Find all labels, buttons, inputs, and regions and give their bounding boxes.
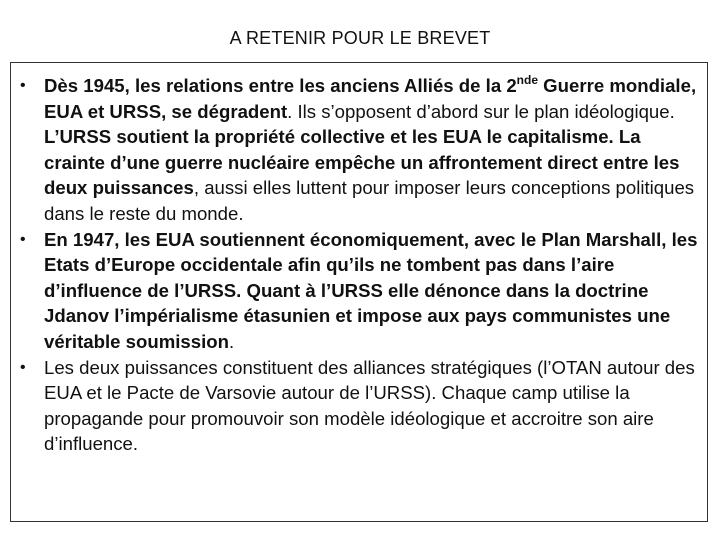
bullet-1-bold-end: L’URSS soutient la propriété collective et les EUA le capitalisme. La crainte d’une guerre nucléaire empêche un affrontement direct entre les deux puissances [44,126,680,199]
bullet-2-bold: En 1947, les EUA soutiennent économiquement, avec le Plan Marshall, les Etats d’Europe occidentale afin qu’ils ne tombent pas dans l’aire d’influence de l’URSS. Quant à l’URSS elle dénonce dans la doctrine Jdanov l’impérialisme étasunien et impose aux pays communistes une véritable soumission [44,228,698,352]
page-title: A RETENIR POUR LE BREVET [229,28,491,48]
list-item [11,355,699,457]
bullet-icon: • [20,230,26,248]
bullet-3-normal: Les deux puissances constituent des alliances stratégiques (l’OTAN autour des EUA et le Pacte de Varsovie autour de l’URSS). Chaque camp utilise la propagande pour promouvoir son modèle idéologique et accroitre son aire d’influence. [44,356,695,455]
bullet-list [11,63,707,457]
bullet-1-bold-mid: Guerre mondiale, EUA et URSS, se dégradent [44,75,697,122]
bullet-icon: • [20,358,26,376]
bullet-1-superscript: nde [516,72,539,87]
bullet-2-normal: . [228,330,235,352]
list-item [11,227,699,355]
bullet-1-bold-start: Dès 1945, les relations entre les anciens Alliés de la 2 [44,75,517,96]
bullet-icon: • [20,77,26,94]
summary-box [10,62,708,522]
bullet-1-normal-mid: . Ils s’opposent d’abord sur le plan idéologique. [287,100,675,122]
list-item [11,73,699,227]
bullet-1-normal-end: , aussi elles luttent pour imposer leurs conceptions politiques dans le reste du monde. [44,177,695,224]
